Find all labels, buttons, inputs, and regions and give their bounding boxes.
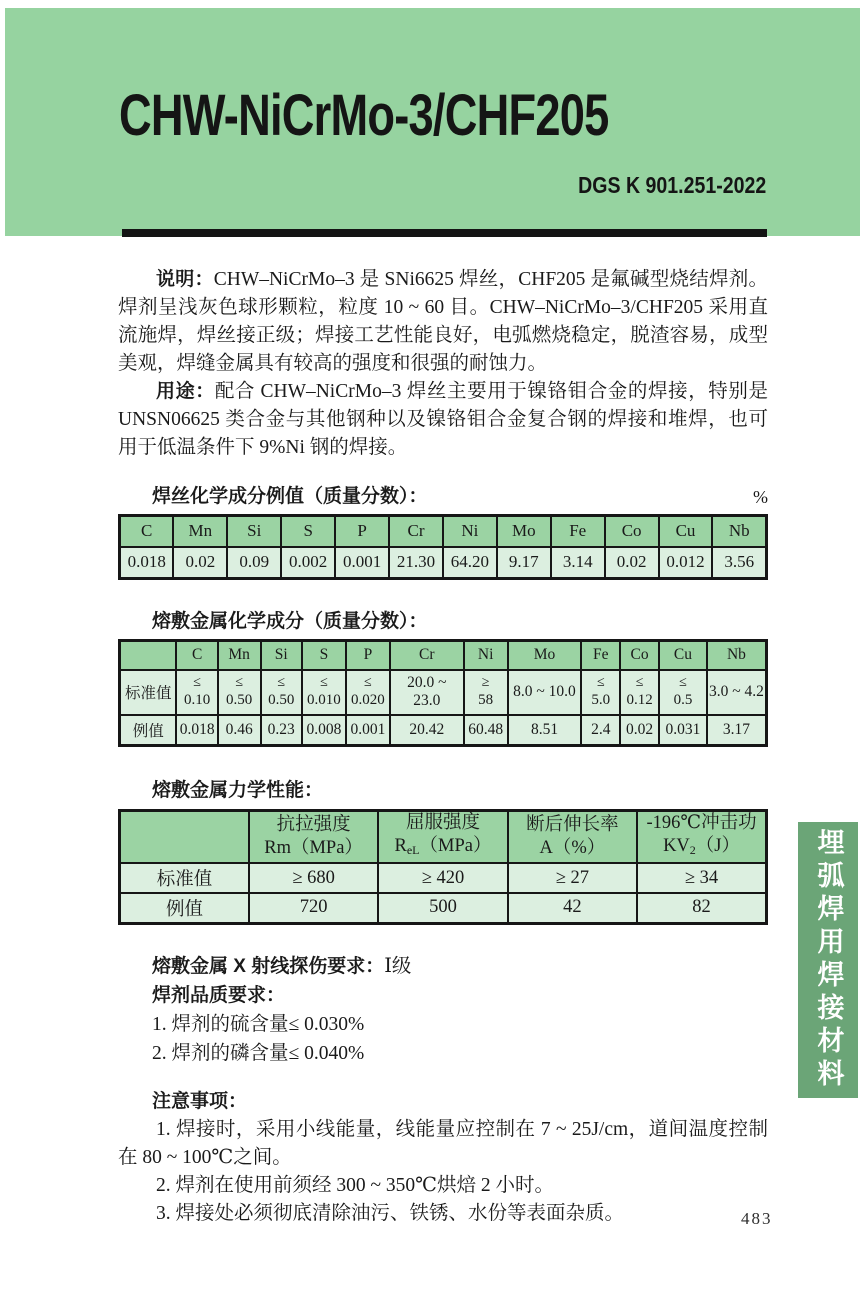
mech-value-cell: ≥ 34 [637,863,766,893]
mechanical-properties-heading-text: 熔敷金属力学性能： [152,780,324,801]
mech-value-cell: ≥ 680 [249,863,378,893]
mech-col-header-line1: 抗拉强度 [276,815,351,835]
deposit-col-header [120,641,177,670]
mech-value-cell: ≥ 27 [508,863,637,893]
mech-col-header-line2 [510,837,635,860]
wire-value-cell: 0.02 [173,547,227,579]
mech-col-header-line1: 断后伸长率 [526,815,619,835]
notes-items [118,1116,768,1228]
wire-value-cell: 64.20 [443,547,497,579]
mech-col-header-line1: 屈服强度 [405,813,480,833]
note-item: 1. 焊接时，采用小线能量，线能量应控制在 7 ~ 25J/cm，道间温度控制在 80 ~ 100℃之间。 [118,1118,768,1168]
page-number: 483 [741,1209,773,1228]
deposit-value-cell [620,670,659,715]
cell-limit-value: 0.12 [626,692,653,708]
deposit-col-header: Mo [508,641,582,670]
page-content [118,266,768,1228]
mech-col-header-line2 [380,835,505,862]
mech-corner-cell [120,811,249,864]
mech-row-label: 标准值 [120,863,249,893]
mech-row-label: 例值 [120,893,249,923]
deposit-value-cell: 60.48 [464,715,508,746]
deposit-col-header: Nb [707,641,767,670]
wire-composition-heading-text: 焊丝化学成分例值（质量分数）： [152,486,428,507]
wire-composition-heading [118,485,768,509]
cell-limit-symbol: ≤ [193,675,201,690]
flux-quality-item: 2. 焊剂的磷含量≤ 0.040% [152,1042,365,1064]
cell-limit-value: 5.0 [591,692,611,708]
description-paragraph [118,266,768,378]
deposit-value-cell [659,670,707,715]
cell-limit-value: 0.50 [226,692,253,708]
xray-requirement-line [152,952,768,981]
mech-col-header [378,811,507,864]
subscript: eL [406,843,420,857]
wire-value-cell: 0.012 [659,547,713,579]
wire-col-header: Fe [551,516,605,547]
header-text-part: KV [663,836,690,856]
deposit-value-cell [176,670,217,715]
header-text-part: R [394,836,407,856]
mechanical-properties-table [118,809,768,925]
cell-limit-symbol: ≤ [277,675,286,690]
wire-table-header-row [120,516,767,547]
subscript: 2 [689,843,696,857]
page-title: CHW-NiCrMo-3/CHF205 [119,83,609,148]
standard-number: DGS K 901.251-2022 [577,172,766,198]
deposit-value-cell [581,670,620,715]
green-header-band [5,8,860,236]
description-label: 说明： [156,269,214,290]
deposit-col-header: Mn [218,641,261,670]
notes-label: 注意事项： [152,1090,248,1112]
usage-text: 配合 CHW–NiCrMo–3 焊丝主要用于镍铬钼合金的焊接，特别是 UNSN06625 类合金与其他钢种以及镍铬钼合金复合钢的焊接和堆焊，也可用于低温条件下 9%Ni 钢的焊接。 [118,381,768,458]
deposit-col-header: Ni [464,641,508,670]
deposit-col-header: P [346,641,390,670]
mech-col-header [249,811,378,864]
wire-value-cell: 3.56 [712,547,766,579]
deposit-col-header: S [302,641,346,670]
percent-unit-label: % [753,487,768,507]
deposit-value-cell: 0.031 [659,715,707,746]
deposit-composition-table [118,639,768,747]
wire-col-header: Cu [659,516,713,547]
deposit-value-cell [218,670,261,715]
mech-value-cell: 82 [637,893,766,923]
deposit-col-header: Si [261,641,302,670]
deposit-value-cell [464,670,508,715]
deposit-value-cell: 0.018 [176,715,217,746]
deposit-col-header: Fe [581,641,620,670]
flux-quality-item: 1. 焊剂的硫含量≤ 0.030% [152,1013,365,1035]
deposit-value-cell [346,670,390,715]
mech-value-cell: 720 [249,893,378,923]
deposit-value-cell [302,670,346,715]
flux-quality-label-line [152,981,768,1010]
usage-label: 用途： [156,381,215,402]
notes-block [118,1088,768,1228]
wire-value-cell: 9.17 [497,547,551,579]
deposit-col-header: Co [620,641,659,670]
cell-limit-symbol: ≤ [320,675,328,690]
header-text-part: Rm（MPa） [264,838,363,858]
deposit-value-cell: 20.42 [390,715,464,746]
deposit-composition-heading-text: 熔敷金属化学成分（质量分数）： [152,611,428,632]
deposit-value-cell: 3.0 ~ 4.2 [707,670,767,715]
mech-value-cell: ≥ 420 [378,863,507,893]
wire-value-cell: 0.02 [605,547,659,579]
wire-col-header: S [281,516,335,547]
wire-col-header: Si [227,516,281,547]
wire-col-header: Co [605,516,659,547]
flux-quality-label: 焊剂品质要求： [152,984,286,1006]
cell-limit-symbol: ≤ [235,675,244,690]
mech-table-header-row [120,811,767,864]
deposit-col-header: C [176,641,217,670]
mech-col-header [637,811,766,864]
deposit-value-cell: 2.4 [581,715,620,746]
deposit-value-cell: 3.17 [707,715,767,746]
cell-limit-value: 58 [478,692,494,708]
chapter-side-tab [798,822,858,1098]
wire-value-cell: 0.018 [120,547,174,579]
xray-requirement-label: 熔敷金属 X 射线探伤要求： [152,955,385,977]
mech-col-header [508,811,637,864]
wire-col-header: P [335,516,389,547]
wire-value-cell: 3.14 [551,547,605,579]
flux-quality-items [152,1010,768,1068]
note-item: 3. 焊接处必须彻底清除油污、铁锈、水份等表面杂质。 [156,1202,625,1224]
deposit-col-header: Cr [390,641,464,670]
xray-requirement-value: Ⅰ级 [384,955,412,977]
header-text-part: （MPa） [419,836,492,856]
description-text: CHW–NiCrMo–3 是 SNi6625 焊丝，CHF205 是氟碱型烧结焊剂。焊剂呈浅灰色球形颗粒，粒度 10 ~ 60 目。CHW–NiCrMo–3/CHF205 采用直流施焊，焊丝接正级；焊接工艺性能良好，电弧燃烧稳定，脱渣容易，成型美观，焊缝金属具有较高的强度和很强的耐蚀力。 [118,269,768,374]
wire-col-header: Mn [173,516,227,547]
mech-table-row [120,863,767,893]
wire-col-header: C [120,516,174,547]
deposit-value-cell: 0.23 [261,715,302,746]
wire-value-cell: 0.001 [335,547,389,579]
wire-value-cell: 21.30 [389,547,443,579]
cell-limit-value: 0.5 [673,692,693,708]
mech-col-header-line2 [639,835,764,862]
usage-paragraph [118,378,768,462]
header-text-part: A（%） [539,838,606,858]
deposit-value-cell: 0.46 [218,715,261,746]
deposit-value-cell: 0.008 [302,715,346,746]
deposit-table-row [120,670,767,715]
mech-table-row [120,893,767,923]
mech-value-cell: 500 [378,893,507,923]
cell-limit-value: 0.50 [268,692,295,708]
deposit-value-cell [261,670,302,715]
cell-limit-symbol: ≥ [481,675,490,690]
requirements-block [118,952,768,1068]
mech-value-cell: 42 [508,893,637,923]
deposit-value-cell: 20.0 ~ 23.0 [390,670,464,715]
header-text-part: （J） [695,836,740,856]
wire-col-header: Nb [712,516,766,547]
cell-limit-value: 0.010 [307,692,341,708]
wire-composition-table [118,514,768,580]
mech-col-header-line2 [251,837,376,860]
cell-limit-value: 0.10 [184,692,211,708]
note-item: 2. 焊剂在使用前须经 300 ~ 350℃烘焙 2 小时。 [156,1174,554,1196]
cell-limit-symbol: ≤ [635,675,644,690]
deposit-value-cell: 8.51 [508,715,582,746]
wire-col-header: Cr [389,516,443,547]
cell-limit-symbol: ≤ [596,675,605,690]
header-divider-rule [122,229,767,237]
mech-col-header-line1: -196℃冲击功 [646,813,757,833]
mechanical-properties-heading [118,779,768,803]
deposit-row-label: 例值 [120,715,177,746]
wire-value-cell: 0.002 [281,547,335,579]
deposit-table-row [120,715,767,746]
cell-limit-symbol: ≤ [364,675,372,690]
deposit-table-header-row [120,641,767,670]
deposit-row-label: 标准值 [120,670,177,715]
deposit-composition-heading [118,610,768,634]
wire-value-cell: 0.09 [227,547,281,579]
deposit-value-cell: 0.001 [346,715,390,746]
chapter-side-tab-label: 埋弧焊用焊接材料 [813,828,844,1092]
deposit-value-cell: 8.0 ~ 10.0 [508,670,582,715]
wire-col-header: Mo [497,516,551,547]
wire-table-value-row [120,547,767,579]
cell-limit-value: 0.020 [351,692,385,708]
deposit-value-cell: 0.02 [620,715,659,746]
cell-limit-symbol: ≤ [679,675,687,690]
wire-col-header: Ni [443,516,497,547]
deposit-col-header: Cu [659,641,707,670]
